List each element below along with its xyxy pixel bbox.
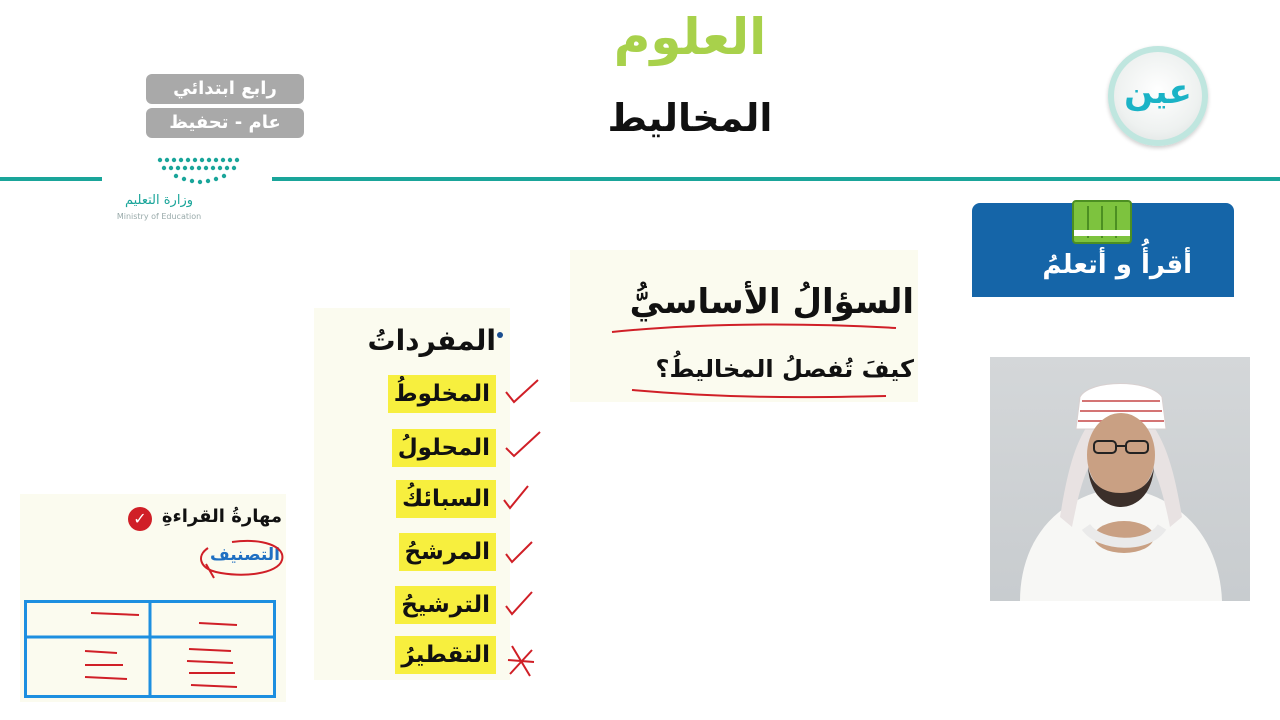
- check-mark-icon: [504, 486, 528, 508]
- track-badge: عام - تحفيظ: [146, 108, 304, 138]
- check-mark-icon: [506, 380, 538, 402]
- vocabulary-item: السبائكُ: [396, 480, 496, 518]
- check-mark-icon: [506, 542, 532, 562]
- lesson-title: المخاليط: [607, 96, 773, 140]
- check-circle-icon: ✓: [128, 507, 152, 531]
- essential-question-title: السؤالُ الأساسيُّ: [629, 282, 914, 322]
- grade-badge: رابع ابتدائي: [146, 74, 304, 104]
- reading-skill-title: مهارةُ القراءةِ: [161, 506, 282, 527]
- presenter-figure-icon: [990, 357, 1250, 601]
- vocabulary-item: المخلوطُ: [388, 375, 496, 413]
- header-divider-left: [0, 177, 102, 181]
- essential-question-text: كيفَ تُفصلُ المخاليطُ؟: [655, 355, 914, 383]
- ministry-emblem-icon: [104, 152, 270, 192]
- eq-title-underline: [610, 318, 900, 338]
- reading-skill-subtitle: التصنيف: [209, 545, 280, 565]
- check-mark-icon: [506, 592, 532, 614]
- eq-question-underline: [630, 384, 890, 400]
- subject-title: العلوم: [613, 8, 767, 66]
- banner-tab-icon: [1072, 200, 1132, 244]
- vocabulary-marks: [500, 370, 550, 690]
- vocabulary-bullet-icon: [497, 332, 503, 338]
- vocabulary-item: التقطيرُ: [395, 636, 496, 674]
- vocabulary-item: المحلولُ: [392, 429, 496, 467]
- check-mark-icon: [506, 432, 540, 456]
- vocabulary-title: المفرداتُ: [367, 324, 496, 357]
- cross-mark-icon: [508, 646, 534, 676]
- classification-table: [24, 600, 276, 698]
- presenter-video: [990, 357, 1250, 601]
- vocabulary-item: المرشحُ: [399, 533, 496, 571]
- ministry-name-ar: وزارة التعليم: [124, 193, 194, 208]
- vocabulary-item: الترشيحُ: [395, 586, 496, 624]
- banner-label: أقرأُ و أتعلمُ: [1042, 250, 1192, 280]
- ministry-name-en: Ministry of Education: [116, 212, 202, 221]
- ain-logo-text: عين: [1124, 72, 1192, 112]
- subtitle-circle-annotation: [192, 536, 288, 582]
- header-divider-right: [272, 177, 1280, 181]
